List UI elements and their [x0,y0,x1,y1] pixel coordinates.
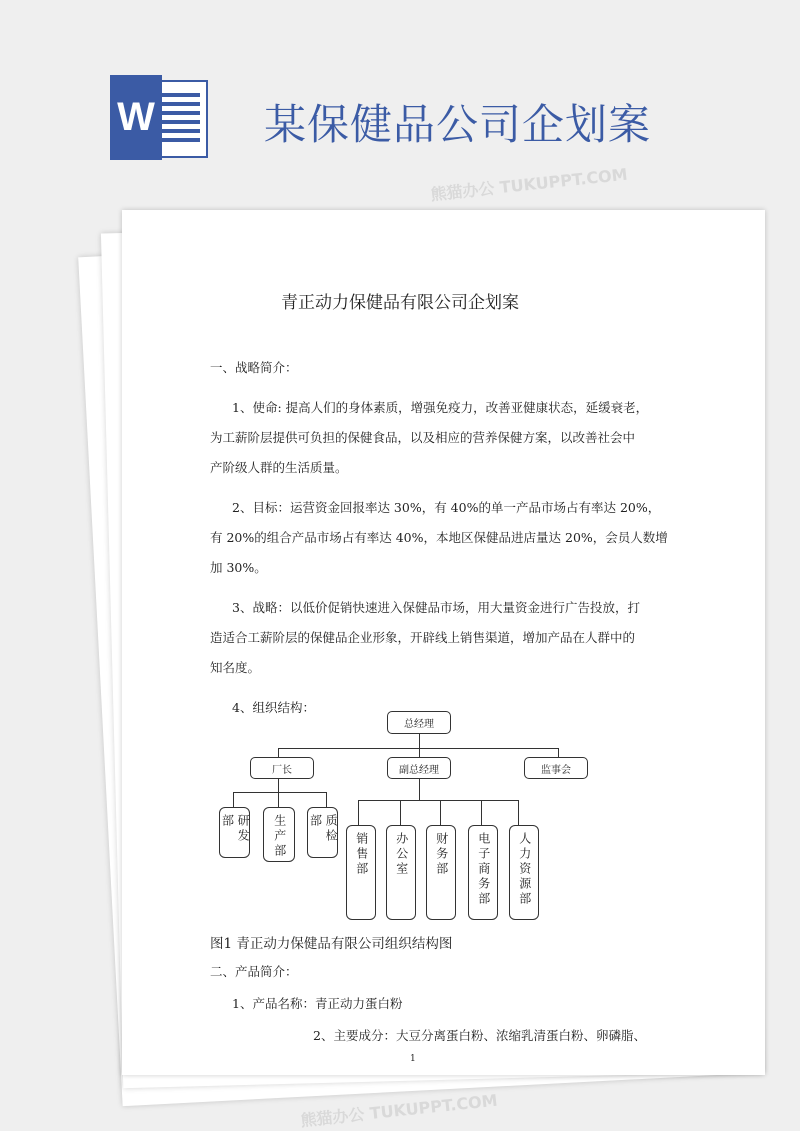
paragraph-line: 2、主要成分：大豆分离蛋白粉、浓缩乳清蛋白粉、卵磷脂、 [313,1028,646,1043]
org-node-ecommerce: 电子商务部 [468,825,498,920]
org-node-production: 生产部 [263,807,295,862]
section-heading: 二、产品简介： [210,964,298,979]
paragraph-line: 1、产品名称：青正动力蛋白粉 [232,996,403,1011]
org-node-hr: 人力资源部 [509,825,539,920]
figure-caption: 图1 青正动力保健品有限公司组织结构图 [210,936,453,952]
paragraph-line: 2、目标：运营资金回报率达 30%，有 40%的单一产品市场占有率达 20%， [232,500,661,515]
org-node-quality: 质检部 [307,807,338,858]
paragraph-line: 4、组织结构： [232,700,315,715]
paragraph-line: 有 20%的组合产品市场占有率达 40%，本地区保健品进店量达 20%，会员人数增 [210,530,668,545]
org-node-sales: 销售部 [346,825,376,920]
org-node-general-manager: 总经理 [387,711,451,734]
section-heading: 一、战略简介： [210,360,298,375]
org-node-finance: 财务部 [426,825,456,920]
paragraph-line: 1、使命: 提高人们的身体素质，增强免疫力，改善亚健康状态，延缓衰老， [232,400,649,415]
paragraph-line: 3、战略：以低价促销快速进入保健品市场，用大量资金进行广告投放，打 [232,600,640,615]
doc-title: 青正动力保健品有限公司企划案 [281,293,519,313]
paragraph-line: 产阶级人群的生活质量。 [210,460,348,475]
header-title: 某保健品公司企划案 [264,100,652,149]
paragraph-line: 知名度。 [210,660,261,675]
word-doc-icon: W [110,75,210,160]
paragraph-line: 加 30%。 [210,560,267,575]
org-node-office: 办公室 [386,825,416,920]
org-node-factory-director: 厂长 [250,757,314,779]
org-node-rnd: 研发部 [219,807,250,858]
org-node-deputy-manager: 副总经理 [387,757,451,779]
watermark: 熊猫办公 TUKUPPT.COM [429,164,629,205]
watermark: 熊猫办公 TUKUPPT.COM [299,1090,499,1131]
org-node-supervisory-board: 监事会 [524,757,588,779]
page-number: 1 [410,1054,416,1064]
paragraph-line: 造适合工薪阶层的保健品企业形象，开辟线上销售渠道，增加产品在人群中的 [210,630,636,645]
paragraph-line: 为工薪阶层提供可负担的保健食品，以及相应的营养保健方案，以改善社会中 [210,430,636,445]
